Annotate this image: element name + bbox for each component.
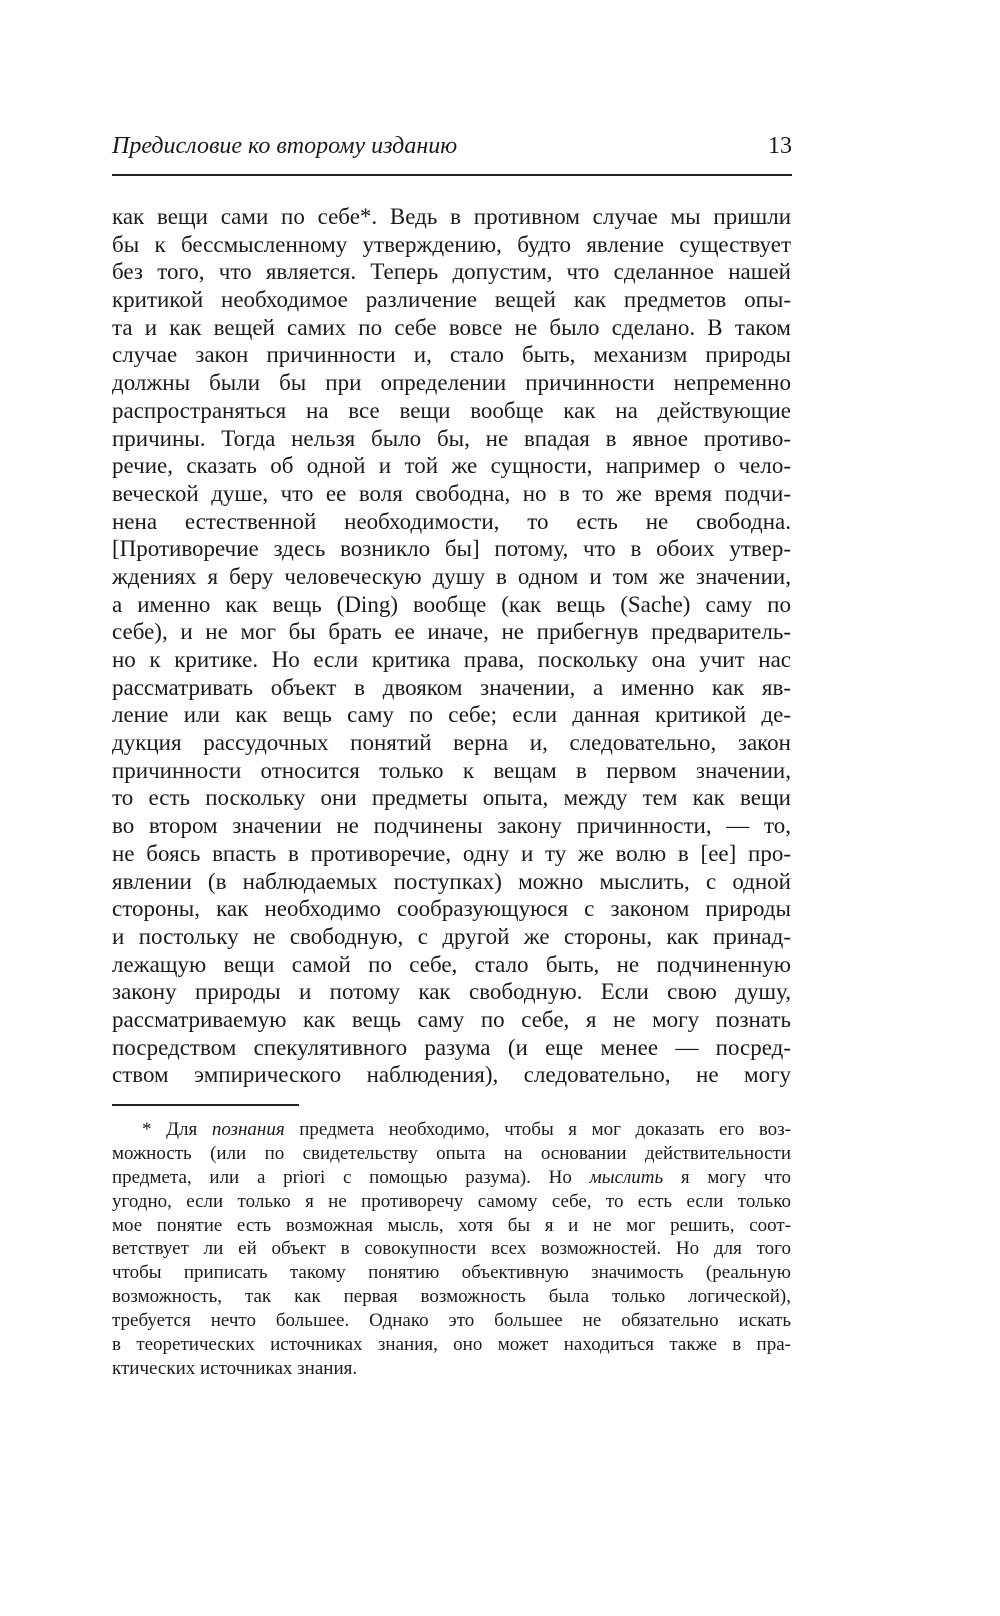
body-line: и постольку не свободную, с другой же стороны, как принад- — [112, 923, 791, 949]
body-line: веческой душе, что ее воля свободна, но в то же время подчи- — [112, 480, 791, 506]
body-line: рассматриваемую как вещь саму по себе, я не могу познать — [112, 1006, 791, 1032]
body-line: [Противоречие здесь возникло бы] потому, что в обоих утвер- — [112, 536, 791, 562]
footnote-line — [112, 1118, 791, 1142]
body-line: но к критике. Но если критика права, поскольку она учит нас — [112, 647, 791, 672]
body-line: себе), и не мог бы брать ее иначе, не прибегнув предваритель- — [112, 619, 791, 645]
footnote-rule — [112, 1104, 299, 1106]
running-title: Предисловие ко второму изданию — [112, 133, 458, 159]
body-line: ление или как вещь саму по себе; если данная критикой де- — [112, 702, 791, 728]
body-line: как вещи сами по себе*. Ведь в противном случае мы пришли — [112, 204, 791, 229]
body-line: нена естественной необходимости, то есть не свободна. — [112, 508, 791, 534]
body-line: посредством спекулятивного разума (и еще менее — посред- — [112, 1034, 791, 1060]
footnote-line: ветствует ли ей объект в совокупности всех возможностей. Но для того — [112, 1238, 791, 1260]
body-line: ждениях я беру человеческую душу в одном и том же значении, — [112, 563, 791, 589]
footnote-line: требуется нечто большее. Однако это большее не обязательно искать — [112, 1310, 791, 1332]
body-line: закону природы и потому как свободную. Если свою душу, — [112, 979, 791, 1005]
footnote-emphasis: мыслить — [589, 1166, 664, 1188]
body-line: рассматривать объект в двояком значении, а именно как яв- — [112, 674, 791, 700]
body-line: лежащую вещи самой по себе, стало быть, не подчиненную — [112, 951, 791, 977]
footnote-line: ктических источниках знания. — [112, 1357, 358, 1379]
body-line: та и как вещей самих по себе вовсе не было сделано. В таком — [112, 314, 791, 340]
header-rule — [112, 174, 792, 176]
body-line: без того, что является. Теперь допустим, что сделанное нашей — [112, 259, 791, 285]
footnote-line — [112, 1166, 791, 1190]
footnote-line: возможность, так как первая возможность была только логической), — [112, 1286, 791, 1308]
body-line: должны были бы при определении причинности непременно — [112, 370, 791, 396]
footnote-line: угодно, если только я не противоречу самому себе, то есть если только — [112, 1190, 791, 1212]
body-line: не боясь впасть в противоречие, одну и ту же волю в [ее] про- — [112, 840, 791, 866]
footnote-line: в теоретических источниках знания, оно может находиться также в пра- — [112, 1334, 791, 1356]
body-line: причины. Тогда нельзя было бы, не впадая в явное противо- — [112, 425, 791, 451]
footnote-line: мое понятие есть возможная мысль, хотя бы я и не мог решить, соот- — [112, 1214, 791, 1236]
body-line: то есть поскольку они предметы опыта, между тем как вещи — [112, 785, 791, 811]
body-line: речие, сказать об одной и той же сущности, например о чело- — [112, 453, 791, 479]
body-line: стороны, как необходимо сообразующуюся с законом природы — [112, 896, 791, 922]
footnote-line: чтобы приписать такому понятию объективную значимость (реальную — [112, 1262, 791, 1284]
body-text — [112, 203, 791, 1089]
body-line: критикой необходимое различение вещей как предметов опы- — [112, 287, 791, 313]
footnote — [112, 1118, 791, 1381]
footnote-text: я могу что — [663, 1166, 791, 1188]
running-header — [112, 133, 792, 167]
body-line: случае закон причинности и, стало быть, механизм природы — [112, 342, 791, 368]
body-line: явлении (в наблюдаемых поступках) можно мыслить, с одной — [112, 868, 791, 894]
footnote-text: предмета, или a priori с помощью разума). Но — [112, 1166, 590, 1188]
footnote-line: можность (или по свидетельству опыта на основании действительности — [112, 1142, 791, 1164]
page-number: 13 — [768, 133, 792, 159]
body-line: дукция рассудочных понятий верна и, следовательно, закон — [112, 730, 791, 756]
footnote-text: * Для — [142, 1119, 212, 1140]
body-line: бы к бессмысленному утверждению, будто явление существует — [112, 231, 791, 257]
body-line: во втором значении не подчинены закону причинности, — то, — [112, 813, 791, 839]
footnote-emphasis: познания — [211, 1119, 285, 1140]
body-line: причинности относится только к вещам в первом значении, — [112, 757, 791, 783]
body-line: распространяться на все вещи вообще как на действующие — [112, 397, 791, 423]
body-line: а именно как вещь (Ding) вообще (как вещь (Sache) саму по — [112, 591, 791, 617]
footnote-text: предмета необходимо, чтобы я мог доказать его воз- — [284, 1119, 791, 1140]
body-line: ством эмпирического наблюдения), следовательно, не могу — [112, 1062, 791, 1088]
